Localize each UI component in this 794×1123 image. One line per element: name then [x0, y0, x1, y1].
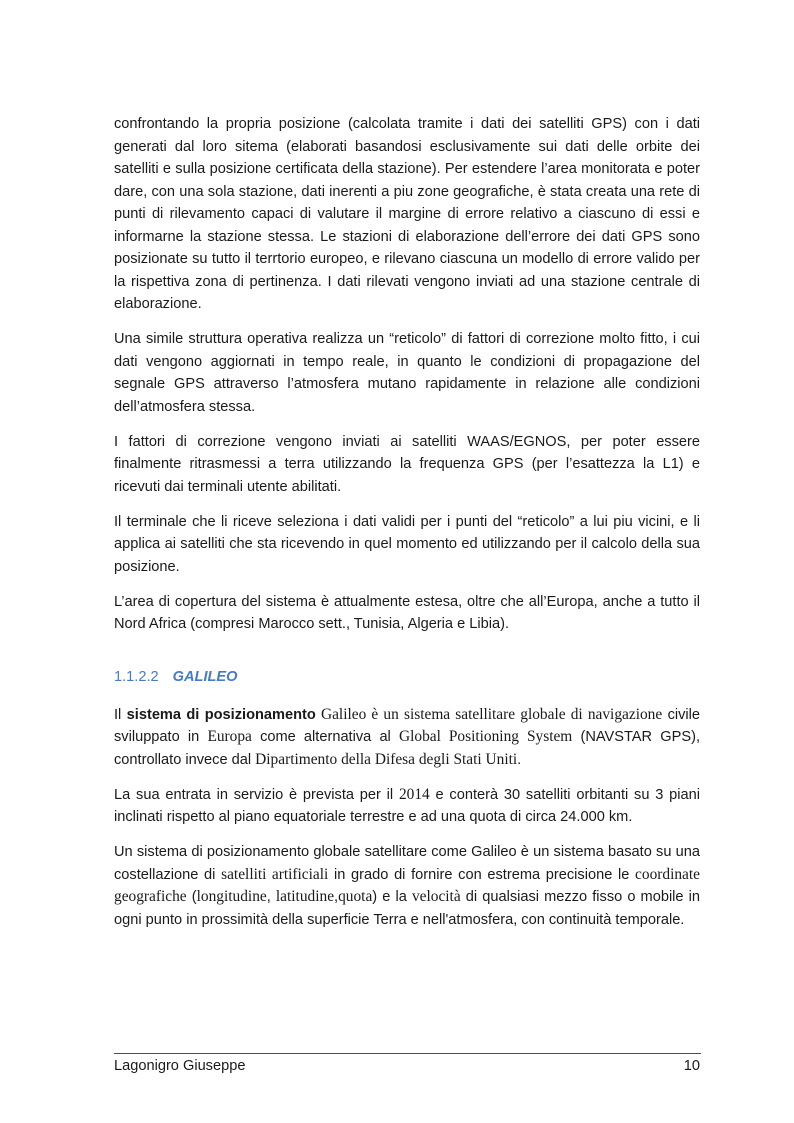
footer-divider [114, 1053, 701, 1054]
page-body [114, 113, 700, 944]
text-run: e conterà 30 satelliti orbitanti su 3 piani inclinati rispetto al piano equatoriale terrestre e ad una quota di circa 24.000 km. [114, 786, 700, 825]
paragraph-terminal: Il terminale che li riceve seleziona i dati validi per i punti del “reticolo” a lui piu vicini, e li applica ai satelliti che sta ricevendo in quel momento ed utilizzando per il calcolo della sua posizione. [114, 513, 700, 575]
link-longitudine[interactable]: longitudine [196, 888, 267, 905]
text-run: Galileo è un sistema satellitare globale di navigazione [315, 705, 663, 723]
link-sistema-di-posizionamento[interactable]: sistema di posizionamento [126, 706, 316, 723]
link-satelliti-artificiali[interactable]: satelliti artificiali [221, 865, 329, 883]
link-velocita[interactable]: velocità [411, 888, 461, 905]
text-run: come alternativa al [251, 729, 399, 745]
text-run: civile sviluppato in [114, 706, 701, 745]
paragraph-coverage: L’area di copertura del sistema è attualmente estesa, oltre che all’Europa, anche a tutto il Nord Africa (compresi Marocco sett., Tunisia, Algeria e Libia). [114, 593, 700, 632]
section-heading-galileo [114, 666, 700, 688]
link-2014[interactable]: 2014 [398, 785, 430, 803]
text-run: , [334, 889, 339, 905]
text-run: Un sistema di posizionamento globale satellitare come Galileo è un sistema basato su una costellazione di [114, 844, 700, 883]
text-run: La sua entrata in servizio è prevista per il [114, 786, 399, 803]
text-run: ( [186, 889, 197, 905]
footer-page-number: 10 [683, 1058, 700, 1074]
section-number: 1.1.2.2 [114, 668, 159, 685]
link-coordinate-geografiche[interactable]: coordinate geografiche [114, 865, 700, 905]
link-europa[interactable]: Europa [207, 728, 252, 745]
paragraph-galileo-service [114, 784, 700, 829]
text-run: Il [114, 706, 127, 723]
link-latitudine[interactable]: latitudine [275, 888, 335, 905]
text-run: ) e la [372, 889, 412, 905]
paragraph-galileo-intro [114, 704, 700, 772]
text-run: , [266, 889, 276, 905]
link-dipartimento-difesa[interactable]: Dipartimento della Difesa degli Stati Uniti [255, 750, 518, 768]
section-title: GALILEO [172, 668, 238, 685]
link-quota[interactable]: quota [338, 888, 373, 905]
text-run: (NAVSTAR GPS), controllato invece dal [114, 729, 700, 768]
text-run: . [517, 751, 522, 768]
paragraph-reticolo: Una simile struttura operativa realizza un “reticolo” di fattori di correzione molto fitto, i cui dati vengono aggiornati in tempo reale, in quanto le condizioni di propagazione del segnale GPS attraverso l’atmosfera mutano rapidamente in relazione alle condizioni dell’atmosfera stessa. [114, 331, 700, 415]
text-run: di qualsiasi mezzo fisso o mobile in ogni punto in prossimità della superficie Terra e nell'atmosfera, con continuità temporale. [114, 889, 701, 928]
footer-author: Lagonigro Giuseppe [114, 1058, 246, 1074]
paragraph-galileo-system [114, 841, 700, 931]
paragraph-reference-stations: confrontando la propria posizione (calcolata tramite i dati dei satelliti GPS) con i dati generati dal loro sitema (elaborati basandosi esclusivamente sui dati delle orbite dei satelliti e sulla posizione certificata della stazione). Per estendere l’area monitorata e poter dare, con una sola stazione, dati inerenti a piu zone geografiche, è stata creata una rete di punti di rilevamento capaci di valutare il margine di errore relativo a ciascuno di essi e informarne la stazione stessa. Le stazioni di elaborazione dell’errore dei dati GPS sono posizionate su tutto il terrtorio europeo, e rilevano ciascuna un modello di errore valido per la rispettiva zona di pertinenza. I dati rilevati vengono inviati ad una stazione centrale di elaborazione. [114, 116, 700, 312]
link-global-positioning-system[interactable]: Global Positioning System [398, 728, 573, 745]
paragraph-correction-factors: I fattori di correzione vengono inviati ai satelliti WAAS/EGNOS, per poter essere finalmente ritrasmessi a terra utilizzando la frequenza GPS (per l’esattezza la L1) e ricevuti dai terminali utente abilitati. [114, 433, 700, 495]
text-run: in grado di fornire con estrema precisione le [328, 866, 636, 883]
